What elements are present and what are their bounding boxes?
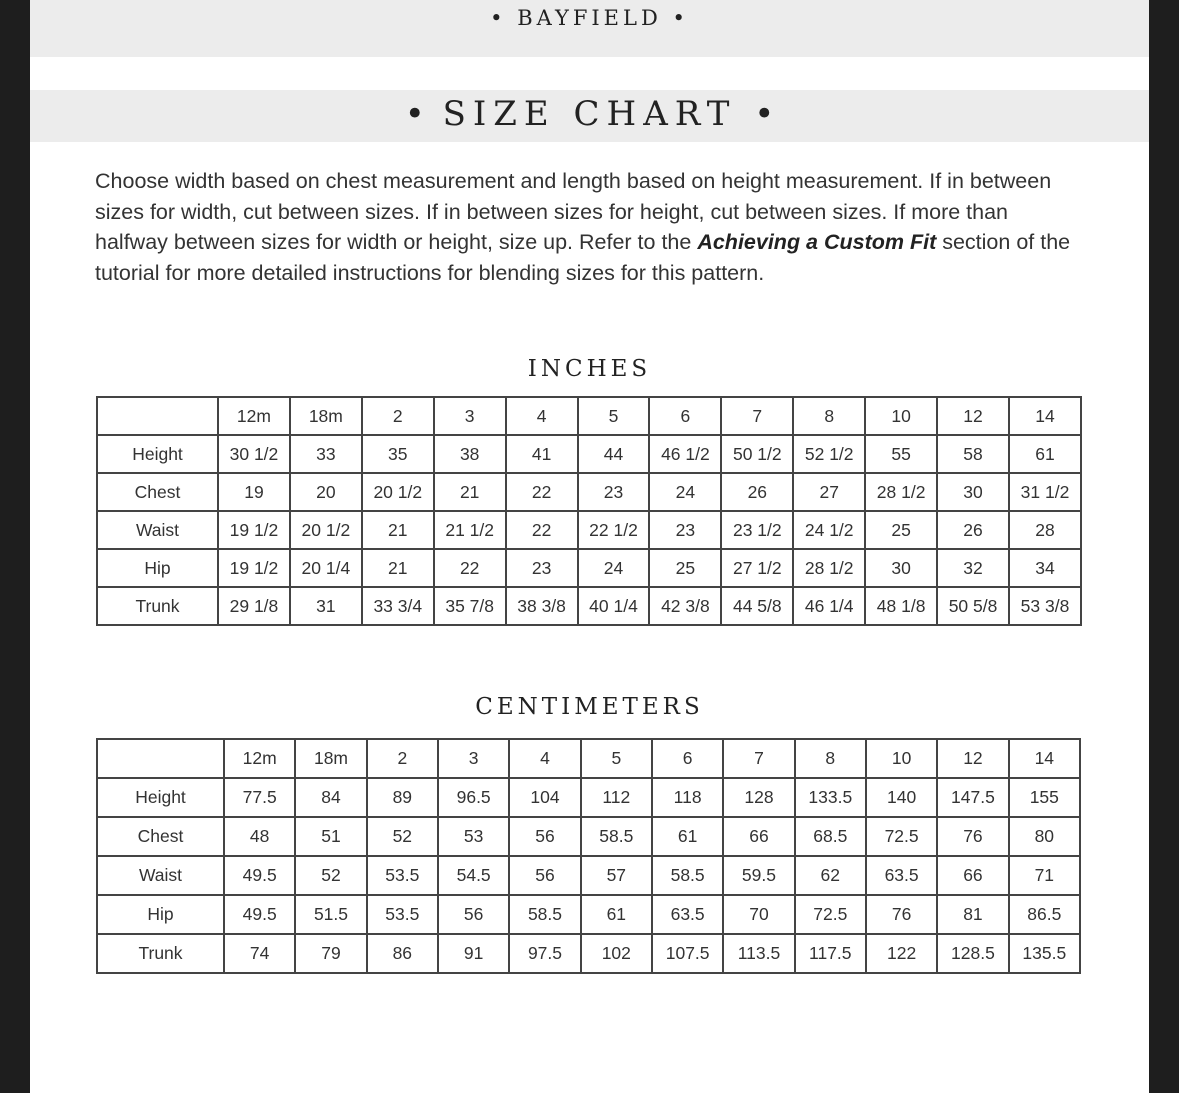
measurement-cell: 27 — [793, 473, 865, 511]
measurement-row — [97, 934, 1080, 973]
measurement-cell: 22 — [434, 549, 506, 587]
measurement-cell: 29 1/8 — [218, 587, 290, 625]
measurement-cell: 27 1/2 — [721, 549, 793, 587]
row-label: Chest — [97, 473, 218, 511]
measurement-cell: 33 — [290, 435, 362, 473]
size-header-cell: 4 — [506, 397, 578, 435]
measurement-cell: 53 — [438, 817, 509, 856]
measurement-cell: 72.5 — [795, 895, 866, 934]
measurement-cell: 58.5 — [509, 895, 580, 934]
measurement-cell: 23 — [649, 511, 721, 549]
measurement-cell: 56 — [438, 895, 509, 934]
measurement-cell: 49.5 — [224, 856, 295, 895]
measurement-cell: 31 — [290, 587, 362, 625]
measurement-row — [97, 895, 1080, 934]
measurement-cell: 32 — [937, 549, 1009, 587]
measurement-cell: 35 — [362, 435, 434, 473]
row-label: Height — [97, 778, 224, 817]
measurement-cell: 61 — [581, 895, 652, 934]
measurement-cell: 53.5 — [367, 856, 438, 895]
measurement-cell: 58 — [937, 435, 1009, 473]
measurement-cell: 81 — [937, 895, 1008, 934]
measurement-cell: 26 — [937, 511, 1009, 549]
measurement-row — [97, 817, 1080, 856]
measurement-cell: 147.5 — [937, 778, 1008, 817]
measurement-cell: 61 — [1009, 435, 1081, 473]
measurement-cell: 24 — [649, 473, 721, 511]
row-label: Waist — [97, 856, 224, 895]
bullet: • — [672, 6, 689, 30]
measurement-cell: 34 — [1009, 549, 1081, 587]
measurement-cell: 62 — [795, 856, 866, 895]
measurement-cell: 23 — [578, 473, 650, 511]
measurement-cell: 128.5 — [937, 934, 1008, 973]
corner-cell — [97, 397, 218, 435]
measurement-row — [97, 587, 1081, 625]
size-header-cell: 6 — [652, 739, 723, 778]
measurement-cell: 155 — [1009, 778, 1080, 817]
measurement-cell: 30 1/2 — [218, 435, 290, 473]
document-page — [30, 0, 1149, 1093]
measurement-cell: 30 — [937, 473, 1009, 511]
measurement-cell: 50 5/8 — [937, 587, 1009, 625]
measurement-cell: 31 1/2 — [1009, 473, 1081, 511]
size-header-cell: 2 — [362, 397, 434, 435]
measurement-row — [97, 778, 1080, 817]
row-label: Chest — [97, 817, 224, 856]
size-header-cell: 2 — [367, 739, 438, 778]
size-header-cell: 5 — [581, 739, 652, 778]
measurement-cell: 38 3/8 — [506, 587, 578, 625]
size-header-cell: 5 — [578, 397, 650, 435]
measurement-cell: 26 — [721, 473, 793, 511]
measurement-cell: 21 — [362, 549, 434, 587]
intro-text-1: Choose width based on chest measurement and length based on height measurement. If in between sizes for width, cut between sizes. If in between sizes for height, cut between sizes. If more than halfway between sizes for width or height, size up. Refer to the — [95, 169, 1052, 254]
size-header-cell: 10 — [866, 739, 937, 778]
measurement-cell: 58.5 — [652, 856, 723, 895]
bullet: • — [404, 94, 425, 134]
measurement-cell: 38 — [434, 435, 506, 473]
measurement-cell: 20 1/2 — [362, 473, 434, 511]
size-header-cell: 14 — [1009, 397, 1081, 435]
row-label: Hip — [97, 549, 218, 587]
measurement-cell: 21 — [434, 473, 506, 511]
measurement-cell: 96.5 — [438, 778, 509, 817]
measurement-cell: 118 — [652, 778, 723, 817]
measurement-cell: 19 — [218, 473, 290, 511]
measurement-cell: 70 — [723, 895, 794, 934]
measurement-row — [97, 473, 1081, 511]
measurement-cell: 46 1/2 — [649, 435, 721, 473]
measurement-cell: 140 — [866, 778, 937, 817]
measurement-cell: 22 — [506, 473, 578, 511]
brand-text: BAYFIELD — [517, 6, 662, 30]
measurement-cell: 40 1/4 — [578, 587, 650, 625]
measurement-cell: 66 — [937, 856, 1008, 895]
measurement-row — [97, 511, 1081, 549]
size-header-cell: 3 — [438, 739, 509, 778]
measurement-cell: 51 — [295, 817, 366, 856]
size-header-cell: 18m — [290, 397, 362, 435]
measurement-cell: 97.5 — [509, 934, 580, 973]
measurement-cell: 50 1/2 — [721, 435, 793, 473]
measurement-cell: 128 — [723, 778, 794, 817]
measurement-cell: 52 — [295, 856, 366, 895]
measurement-cell: 71 — [1009, 856, 1080, 895]
size-header-cell: 6 — [649, 397, 721, 435]
measurement-cell: 53.5 — [367, 895, 438, 934]
row-label: Hip — [97, 895, 224, 934]
measurement-cell: 48 1/8 — [865, 587, 937, 625]
size-header-cell: 12m — [218, 397, 290, 435]
centimeters-heading: CENTIMETERS — [475, 694, 704, 720]
measurement-cell: 63.5 — [866, 856, 937, 895]
measurement-cell: 23 — [506, 549, 578, 587]
measurement-cell: 22 1/2 — [578, 511, 650, 549]
measurement-cell: 74 — [224, 934, 295, 973]
row-label: Trunk — [97, 587, 218, 625]
measurement-cell: 28 1/2 — [793, 549, 865, 587]
measurement-cell: 25 — [649, 549, 721, 587]
measurement-cell: 23 1/2 — [721, 511, 793, 549]
measurement-cell: 25 — [865, 511, 937, 549]
measurement-cell: 52 — [367, 817, 438, 856]
measurement-cell: 28 — [1009, 511, 1081, 549]
measurement-row — [97, 549, 1081, 587]
measurement-cell: 59.5 — [723, 856, 794, 895]
measurement-cell: 102 — [581, 934, 652, 973]
size-header-cell: 18m — [295, 739, 366, 778]
measurement-cell: 61 — [652, 817, 723, 856]
size-header-row — [97, 739, 1080, 778]
measurement-cell: 30 — [865, 549, 937, 587]
intro-emphasis: Achieving a Custom Fit — [697, 230, 937, 254]
intro-paragraph — [95, 166, 1085, 288]
measurement-cell: 133.5 — [795, 778, 866, 817]
measurement-cell: 135.5 — [1009, 934, 1080, 973]
size-header-row — [97, 397, 1081, 435]
corner-cell — [97, 739, 224, 778]
measurement-row — [97, 856, 1080, 895]
measurement-cell: 63.5 — [652, 895, 723, 934]
measurement-cell: 89 — [367, 778, 438, 817]
measurement-cell: 33 3/4 — [362, 587, 434, 625]
measurement-cell: 104 — [509, 778, 580, 817]
measurement-cell: 35 7/8 — [434, 587, 506, 625]
measurement-cell: 24 — [578, 549, 650, 587]
measurement-cell: 20 1/2 — [290, 511, 362, 549]
row-label: Trunk — [97, 934, 224, 973]
measurement-cell: 79 — [295, 934, 366, 973]
measurement-cell: 48 — [224, 817, 295, 856]
size-header-cell: 3 — [434, 397, 506, 435]
measurement-cell: 76 — [937, 817, 1008, 856]
measurement-cell: 91 — [438, 934, 509, 973]
size-header-cell: 14 — [1009, 739, 1080, 778]
size-header-cell: 4 — [509, 739, 580, 778]
measurement-cell: 28 1/2 — [865, 473, 937, 511]
measurement-cell: 52 1/2 — [793, 435, 865, 473]
size-header-cell: 7 — [721, 397, 793, 435]
measurement-cell: 19 1/2 — [218, 511, 290, 549]
measurement-cell: 77.5 — [224, 778, 295, 817]
measurement-cell: 112 — [581, 778, 652, 817]
size-header-cell: 10 — [865, 397, 937, 435]
size-header-cell: 8 — [793, 397, 865, 435]
measurement-cell: 21 — [362, 511, 434, 549]
row-label: Waist — [97, 511, 218, 549]
measurement-cell: 117.5 — [795, 934, 866, 973]
measurement-cell: 56 — [509, 817, 580, 856]
measurement-cell: 86.5 — [1009, 895, 1080, 934]
measurement-cell: 76 — [866, 895, 937, 934]
measurement-cell: 84 — [295, 778, 366, 817]
measurement-cell: 20 1/4 — [290, 549, 362, 587]
measurement-cell: 122 — [866, 934, 937, 973]
measurement-cell: 72.5 — [866, 817, 937, 856]
centimeters-table — [96, 738, 1081, 974]
measurement-row — [97, 435, 1081, 473]
measurement-cell: 56 — [509, 856, 580, 895]
measurement-cell: 44 — [578, 435, 650, 473]
row-label: Height — [97, 435, 218, 473]
measurement-cell: 80 — [1009, 817, 1080, 856]
size-header-cell: 12m — [224, 739, 295, 778]
bullet: • — [754, 94, 775, 134]
measurement-cell: 68.5 — [795, 817, 866, 856]
measurement-cell: 41 — [506, 435, 578, 473]
measurement-cell: 22 — [506, 511, 578, 549]
measurement-cell: 21 1/2 — [434, 511, 506, 549]
measurement-cell: 57 — [581, 856, 652, 895]
brand-name — [30, 6, 1149, 30]
measurement-cell: 20 — [290, 473, 362, 511]
measurement-cell: 58.5 — [581, 817, 652, 856]
measurement-cell: 44 5/8 — [721, 587, 793, 625]
size-header-cell: 8 — [795, 739, 866, 778]
title-text: SIZE CHART — [442, 94, 737, 134]
intro-text-2: section of the tutorial for more detailed instructions for blending sizes for this pattern. — [95, 230, 1071, 285]
measurement-cell: 19 1/2 — [218, 549, 290, 587]
measurement-cell: 66 — [723, 817, 794, 856]
measurement-cell: 86 — [367, 934, 438, 973]
size-header-cell: 12 — [937, 739, 1008, 778]
measurement-cell: 54.5 — [438, 856, 509, 895]
measurement-cell: 51.5 — [295, 895, 366, 934]
measurement-cell: 55 — [865, 435, 937, 473]
measurement-cell: 113.5 — [723, 934, 794, 973]
measurement-cell: 42 3/8 — [649, 587, 721, 625]
inches-heading: INCHES — [527, 356, 652, 382]
size-header-cell: 12 — [937, 397, 1009, 435]
measurement-cell: 107.5 — [652, 934, 723, 973]
measurement-cell: 24 1/2 — [793, 511, 865, 549]
page-title — [30, 94, 1149, 134]
bullet: • — [490, 6, 507, 30]
measurement-cell: 53 3/8 — [1009, 587, 1081, 625]
inches-table — [96, 396, 1082, 626]
measurement-cell: 49.5 — [224, 895, 295, 934]
measurement-cell: 46 1/4 — [793, 587, 865, 625]
size-header-cell: 7 — [723, 739, 794, 778]
